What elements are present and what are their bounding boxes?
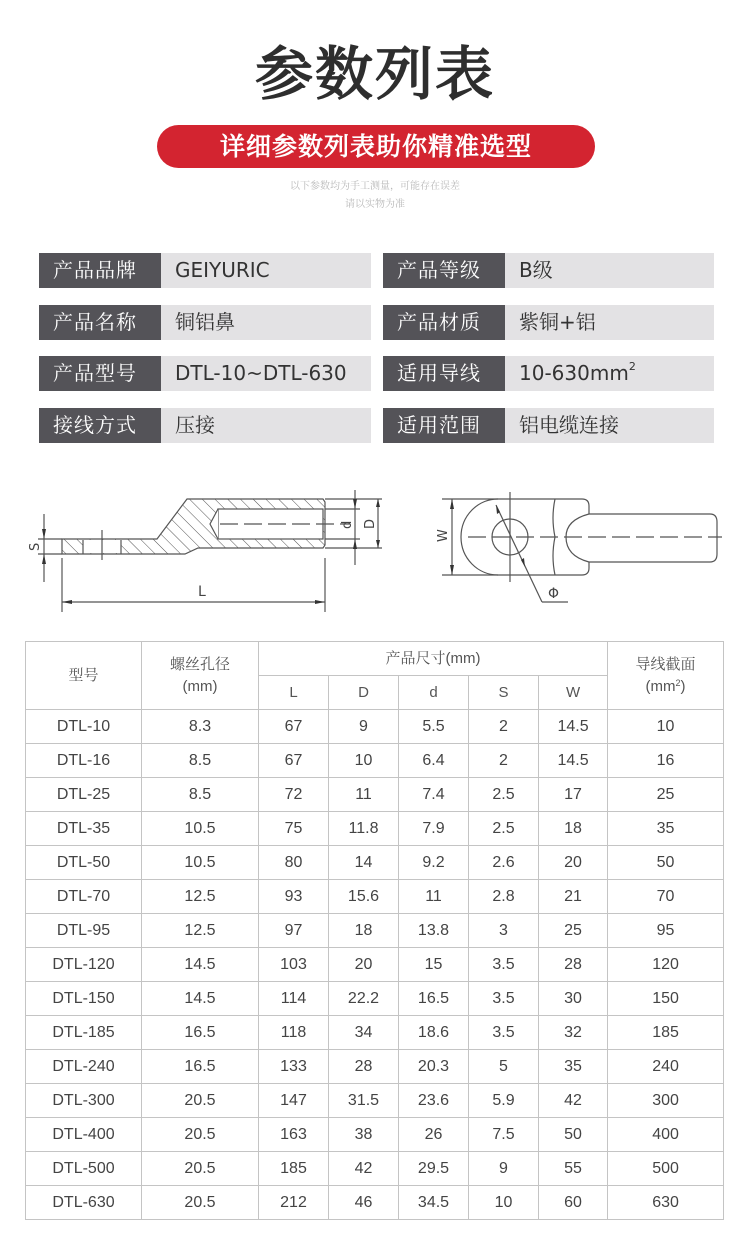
dim-label-l: L [198, 584, 206, 600]
cell-w: 25 [539, 914, 608, 948]
table-row [26, 1186, 724, 1220]
spec-value: 压接 [161, 408, 371, 443]
cell-l: 80 [259, 846, 329, 880]
cell-section: 240 [608, 1050, 724, 1084]
header-hole-diameter [142, 642, 259, 710]
header-s: S [469, 676, 539, 710]
cell-l: 67 [259, 710, 329, 744]
spec-name [39, 305, 371, 340]
cell-model: DTL-185 [26, 1016, 142, 1050]
cell-s: 3.5 [469, 1016, 539, 1050]
side-view-diagram [20, 470, 390, 620]
cell-s: 5 [469, 1050, 539, 1084]
spec-model [39, 356, 371, 391]
disclaimer-line-1: 以下参数均为手工测量，可能存在误差 [290, 181, 460, 192]
header-w: W [539, 676, 608, 710]
spec-value: GEIYURIC [161, 253, 371, 288]
cell-d: 11.8 [329, 812, 399, 846]
cell-hole: 8.5 [142, 744, 259, 778]
cell-section: 150 [608, 982, 724, 1016]
spec-value: DTL-10~DTL-630 [161, 356, 371, 391]
cell-hole: 20.5 [142, 1186, 259, 1220]
cell-section: 70 [608, 880, 724, 914]
cell-d: 7.9 [399, 812, 469, 846]
cell-model: DTL-300 [26, 1084, 142, 1118]
cell-l: 93 [259, 880, 329, 914]
table-body [26, 710, 724, 1220]
cell-l: 67 [259, 744, 329, 778]
spec-label: 适用范围 [383, 408, 505, 443]
cell-w: 17 [539, 778, 608, 812]
header-l: L [259, 676, 329, 710]
cell-d: 11 [399, 880, 469, 914]
cell-d: 42 [329, 1152, 399, 1186]
cell-model: DTL-50 [26, 846, 142, 880]
cell-s: 2 [469, 710, 539, 744]
cell-w: 50 [539, 1118, 608, 1152]
cell-d: 15 [399, 948, 469, 982]
cell-hole: 14.5 [142, 982, 259, 1016]
cell-w: 32 [539, 1016, 608, 1050]
cell-l: 114 [259, 982, 329, 1016]
cell-s: 2 [469, 744, 539, 778]
cell-hole: 8.3 [142, 710, 259, 744]
cell-model: DTL-150 [26, 982, 142, 1016]
banner-pill: 详细参数列表助你精准选型 [157, 125, 595, 168]
cell-section: 35 [608, 812, 724, 846]
superscript: 2 [628, 360, 636, 373]
spec-grade [383, 253, 714, 288]
cell-model: DTL-70 [26, 880, 142, 914]
table-row [26, 1084, 724, 1118]
cell-section: 630 [608, 1186, 724, 1220]
cell-d: 13.8 [399, 914, 469, 948]
cell-s: 3 [469, 914, 539, 948]
table-row [26, 744, 724, 778]
cell-hole: 16.5 [142, 1016, 259, 1050]
cell-w: 14.5 [539, 744, 608, 778]
dim-label-s: S [28, 542, 43, 551]
cell-d: 9 [329, 710, 399, 744]
spec-value: 紫铜+铝 [505, 305, 714, 340]
cell-w: 20 [539, 846, 608, 880]
table-row [26, 846, 724, 880]
cell-w: 35 [539, 1050, 608, 1084]
cell-s: 3.5 [469, 948, 539, 982]
spec-label: 产品名称 [39, 305, 161, 340]
cell-d: 15.6 [329, 880, 399, 914]
cell-d: 16.5 [399, 982, 469, 1016]
header-D: D [329, 676, 399, 710]
cell-s: 10 [469, 1186, 539, 1220]
cell-w: 28 [539, 948, 608, 982]
cell-model: DTL-400 [26, 1118, 142, 1152]
spec-value [505, 356, 714, 391]
disclaimer-line-2: 请以实物为准 [345, 199, 405, 210]
spec-label: 产品等级 [383, 253, 505, 288]
cell-d: 31.5 [329, 1084, 399, 1118]
cell-hole: 14.5 [142, 948, 259, 982]
cell-d: 14 [329, 846, 399, 880]
table-row [26, 778, 724, 812]
cell-d: 11 [329, 778, 399, 812]
cell-s: 5.9 [469, 1084, 539, 1118]
cell-d: 46 [329, 1186, 399, 1220]
header-text: 螺丝孔径 [169, 655, 230, 673]
cell-d: 20.3 [399, 1050, 469, 1084]
spec-material [383, 305, 714, 340]
cell-model: DTL-10 [26, 710, 142, 744]
header-text: 导线截面 [635, 655, 696, 673]
header-cross-section [608, 642, 724, 710]
table-row [26, 914, 724, 948]
cell-d: 20 [329, 948, 399, 982]
cell-d: 34 [329, 1016, 399, 1050]
cell-l: 118 [259, 1016, 329, 1050]
spec-label: 产品材质 [383, 305, 505, 340]
cell-d: 34.5 [399, 1186, 469, 1220]
cell-hole: 20.5 [142, 1152, 259, 1186]
cell-section: 95 [608, 914, 724, 948]
table-row [26, 812, 724, 846]
parameter-table [25, 641, 724, 1220]
cell-model: DTL-25 [26, 778, 142, 812]
cell-hole: 16.5 [142, 1050, 259, 1084]
cell-d: 10 [329, 744, 399, 778]
spec-label: 产品型号 [39, 356, 161, 391]
header-size-group: 产品尺寸(mm) [259, 642, 608, 676]
spec-label: 适用导线 [383, 356, 505, 391]
cell-section: 300 [608, 1084, 724, 1118]
cell-l: 75 [259, 812, 329, 846]
cell-model: DTL-35 [26, 812, 142, 846]
cell-d: 38 [329, 1118, 399, 1152]
cell-hole: 20.5 [142, 1118, 259, 1152]
cell-d: 18 [329, 914, 399, 948]
header-d: d [399, 676, 469, 710]
dim-label-d-outer: D [363, 518, 378, 529]
cell-w: 18 [539, 812, 608, 846]
cell-s: 2.6 [469, 846, 539, 880]
cell-l: 163 [259, 1118, 329, 1152]
cell-d: 7.4 [399, 778, 469, 812]
cell-d: 18.6 [399, 1016, 469, 1050]
cell-s: 2.5 [469, 812, 539, 846]
cell-s: 2.5 [469, 778, 539, 812]
page-title: 参数列表 [254, 40, 495, 108]
cell-l: 133 [259, 1050, 329, 1084]
cell-section: 500 [608, 1152, 724, 1186]
cell-section: 50 [608, 846, 724, 880]
dim-label-phi: Φ [548, 586, 560, 602]
cell-model: DTL-240 [26, 1050, 142, 1084]
cell-l: 185 [259, 1152, 329, 1186]
header-unit: (mm) [182, 677, 218, 695]
cell-s: 2.8 [469, 880, 539, 914]
table-row [26, 948, 724, 982]
cell-w: 21 [539, 880, 608, 914]
table-row [26, 1118, 724, 1152]
table-row [26, 1050, 724, 1084]
cell-l: 212 [259, 1186, 329, 1220]
table-row [26, 710, 724, 744]
top-view-diagram [410, 470, 730, 620]
cell-l: 72 [259, 778, 329, 812]
cell-w: 42 [539, 1084, 608, 1118]
spec-label: 产品品牌 [39, 253, 161, 288]
cell-section: 10 [608, 710, 724, 744]
cell-d: 9.2 [399, 846, 469, 880]
cell-s: 3.5 [469, 982, 539, 1016]
header-unit-close: ) [680, 677, 686, 695]
cell-d: 26 [399, 1118, 469, 1152]
cell-d: 23.6 [399, 1084, 469, 1118]
cell-d: 29.5 [399, 1152, 469, 1186]
cell-w: 60 [539, 1186, 608, 1220]
spec-label: 接线方式 [39, 408, 161, 443]
spec-value-text: 10-630mm [519, 361, 629, 385]
superscript: 2 [675, 677, 681, 688]
cell-d: 22.2 [329, 982, 399, 1016]
spec-brand [39, 253, 371, 288]
cell-hole: 10.5 [142, 846, 259, 880]
cell-s: 9 [469, 1152, 539, 1186]
spec-scope [383, 408, 714, 443]
cell-l: 147 [259, 1084, 329, 1118]
spec-value: 铜铝鼻 [161, 305, 371, 340]
cell-section: 185 [608, 1016, 724, 1050]
cell-model: DTL-16 [26, 744, 142, 778]
cell-d: 5.5 [399, 710, 469, 744]
spec-connection [39, 408, 371, 443]
spec-value: 铝电缆连接 [505, 408, 714, 443]
cell-section: 120 [608, 948, 724, 982]
cell-d: 28 [329, 1050, 399, 1084]
cell-hole: 10.5 [142, 812, 259, 846]
cell-hole: 8.5 [142, 778, 259, 812]
cell-hole: 12.5 [142, 880, 259, 914]
cell-w: 30 [539, 982, 608, 1016]
cell-w: 55 [539, 1152, 608, 1186]
cell-model: DTL-500 [26, 1152, 142, 1186]
dim-label-d-inner: d [340, 520, 355, 529]
cell-l: 103 [259, 948, 329, 982]
spec-value: B级 [505, 253, 714, 288]
cell-section: 25 [608, 778, 724, 812]
spec-wire [383, 356, 714, 391]
cell-l: 97 [259, 914, 329, 948]
cell-model: DTL-95 [26, 914, 142, 948]
cell-section: 400 [608, 1118, 724, 1152]
cell-model: DTL-120 [26, 948, 142, 982]
cell-w: 14.5 [539, 710, 608, 744]
cell-s: 7.5 [469, 1118, 539, 1152]
table-row [26, 1152, 724, 1186]
dim-label-w: W [436, 529, 451, 542]
header-model: 型号 [26, 642, 142, 710]
cell-section: 16 [608, 744, 724, 778]
cell-d: 6.4 [399, 744, 469, 778]
cell-model: DTL-630 [26, 1186, 142, 1220]
header-unit: (mm [645, 677, 676, 695]
table-row [26, 1016, 724, 1050]
cell-hole: 12.5 [142, 914, 259, 948]
table-row [26, 880, 724, 914]
table-row [26, 982, 724, 1016]
cell-hole: 20.5 [142, 1084, 259, 1118]
